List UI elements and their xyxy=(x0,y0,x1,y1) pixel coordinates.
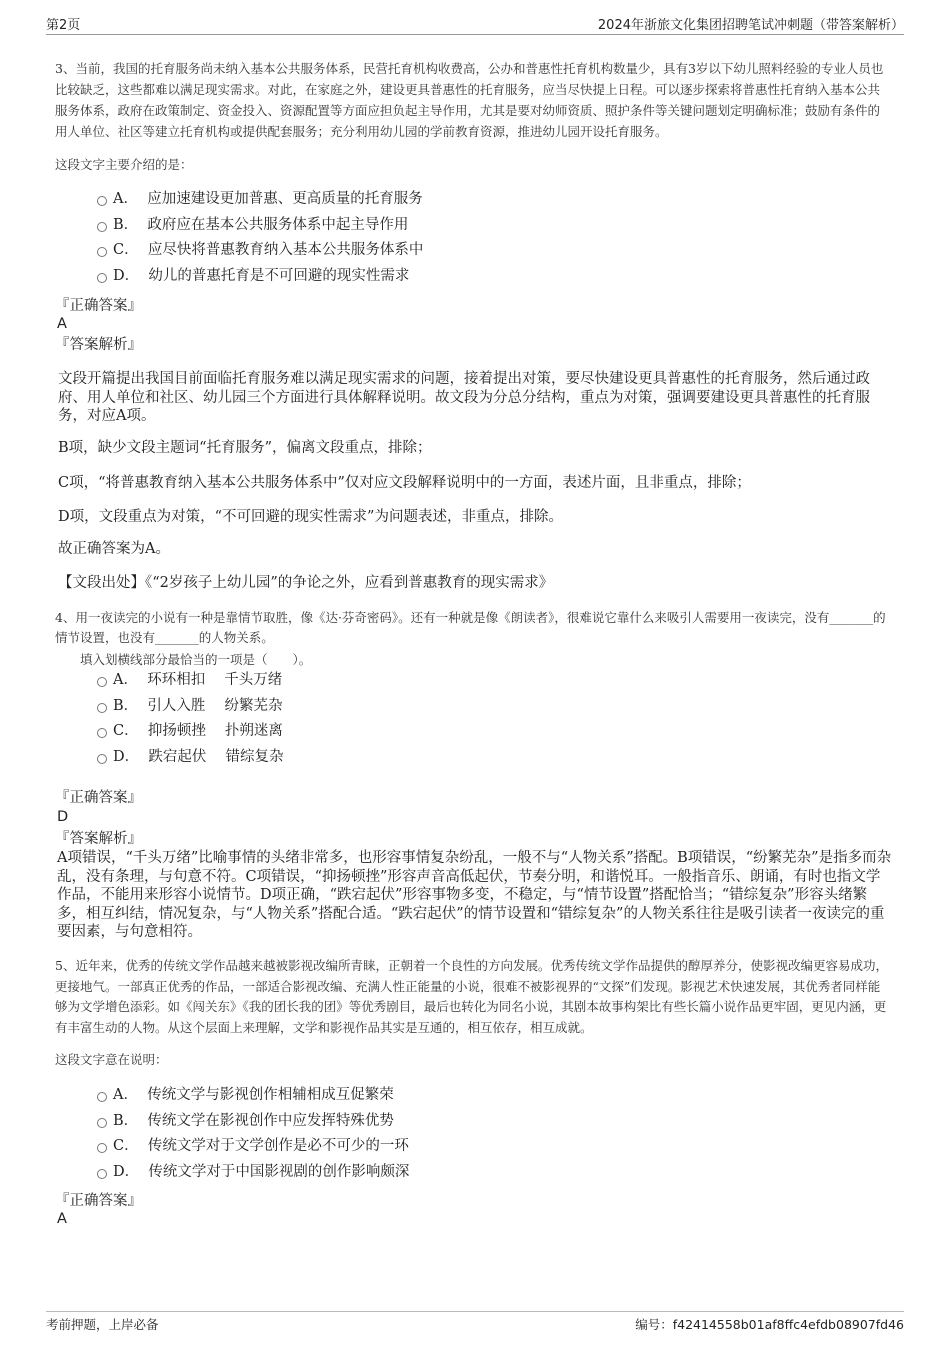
q3-option-b[interactable]: B． 政府应在基本公共服务体系中起主导作用 xyxy=(97,213,423,239)
footer-slogan: 考前押题，上岸必备 xyxy=(46,1317,159,1332)
radio-icon[interactable] xyxy=(97,1169,107,1179)
q3-option-c-analysis: C项，“将普惠教育纳入基本公共服务体系中”仅对应文段解释说明中的一方面，表述片面，且非重点，排除； xyxy=(58,475,751,491)
document-title: 2024年浙旅文化集团招聘笔试冲刺题（带答案解析） xyxy=(597,18,904,33)
q4-text: 4、用一夜读完的小说有一种是靠情节取胜，像《达·芬奇密码》。还有一种就是像《朗读者》，很难说它靠什么来吸引人需要用一夜读完，没有_______的情节设置，也没有_______的人物关系。 xyxy=(55,610,886,645)
q5-answer: A xyxy=(57,1211,67,1227)
radio-icon[interactable] xyxy=(97,196,107,206)
page-number: 第2页 xyxy=(46,18,81,33)
radio-icon[interactable] xyxy=(97,703,107,713)
q4-correct-label: 『正确答案』 xyxy=(55,790,142,806)
q4-prompt: 填入划横线部分最恰当的一项是（ ）。 xyxy=(80,652,312,667)
q5-option-b[interactable]: B． 传统文学在影视创作中应发挥特殊优势 xyxy=(97,1109,409,1135)
q3-options xyxy=(97,187,423,290)
q3-explanation: 文段开篇提出我国目前面临托育服务难以满足现实需求的问题，接着提出对策，要尽快建设更具普惠性的托育服务，然后通过政府、用人单位和社区、幼儿园三个方面进行具体解释说明。故文段为分总分结构，重点为对策，强调要建设更具普惠性的托育服务，对应A项。 xyxy=(58,371,870,424)
q3-option-c[interactable]: C． 应尽快将普惠教育纳入基本公共服务体系中 xyxy=(97,238,423,264)
q5-options xyxy=(97,1083,409,1186)
page-footer xyxy=(46,1311,904,1335)
q5-text: 5、近年来，优秀的传统文学作品越来越被影视改编所青睐，正朝着一个良性的方向发展。优秀传统文学作品提供的醇厚养分，使影视改编更容易成功，更接地气。一部真正优秀的作品，一部适合影视改编、充满人性正能量的小说，很难不被影视界的“文探”们发现。影视艺术快速发展，其优秀者同样能够为文学增色添彩。如《闯关东》《我的团长我的团》等优秀剧目，最后也转化为同名小说，其剧本故事构架比有些长篇小说作品更牢固，更见内涵，更有丰富生动的人物。从这个层面上来理解，文学和影视作品其实是互通的，相互依存，相互成就。 xyxy=(55,958,888,1035)
q3-analysis-label: 『答案解析』 xyxy=(55,337,142,353)
radio-icon[interactable] xyxy=(97,222,107,232)
q4-analysis-label: 『答案解析』 xyxy=(55,831,142,847)
document-id: 编号：f42414558b01af8ffc4efdb08907fd46 xyxy=(635,1317,904,1332)
q4-explanation: A项错误，“千头万绪”比喻事情的头绪非常多，也形容事情复杂纷乱，一般不与“人物关系”搭配。B项错误，“纷繁芜杂”是指多而杂乱，没有条理，与句意不符。C项错误，“抑扬顿挫”形容声音高低起伏，节奏分明，和谐悦耳。一般指音乐、朗诵，有时也指文学作品，不能用来形容小说情节。D项正确，“跌宕起伏”形容事物多变，不稳定，与“情节设置”搭配恰当；“错综复杂”形容头绪繁多，相互纠结，情况复杂，与“人物关系”搭配合适。“跌宕起伏”的情节设置和“错综复杂”的人物关系往往是吸引读者一夜读完的重要因素，与句意相符。 xyxy=(57,850,892,940)
q4-answer: D xyxy=(57,809,69,825)
q5-correct-label: 『正确答案』 xyxy=(55,1193,142,1209)
radio-icon[interactable] xyxy=(97,1143,107,1153)
q4-option-d[interactable]: D． 跌宕起伏 错综复杂 xyxy=(97,745,283,771)
q3-conclusion: 故正确答案为A。 xyxy=(58,541,170,557)
radio-icon[interactable] xyxy=(97,1092,107,1102)
page-header xyxy=(46,14,904,35)
q4-option-b[interactable]: B． 引人入胜 纷繁芜杂 xyxy=(97,694,283,720)
q5-option-d[interactable]: D． 传统文学对于中国影视剧的创作影响颇深 xyxy=(97,1160,409,1186)
q3-correct-label: 『正确答案』 xyxy=(55,298,142,314)
q3-option-d-analysis: D项，文段重点为对策，“不可回避的现实性需求”为问题表述，非重点，排除。 xyxy=(58,509,563,525)
radio-icon[interactable] xyxy=(97,247,107,257)
q3-prompt: 这段文字主要介绍的是： xyxy=(55,157,193,172)
q3-option-a[interactable]: A． 应加速建设更加普惠、更高质量的托育服务 xyxy=(97,187,423,213)
q3-source: 【文段出处】《“2岁孩子上幼儿园”的争论之外，应看到普惠教育的现实需求》 xyxy=(58,575,554,591)
q4-option-a[interactable]: A． 环环相扣 千头万绪 xyxy=(97,668,283,694)
radio-icon[interactable] xyxy=(97,728,107,738)
q5-prompt: 这段文字意在说明： xyxy=(55,1052,168,1067)
q3-option-d[interactable]: D． 幼儿的普惠托育是不可回避的现实性需求 xyxy=(97,264,423,290)
q5-option-a[interactable]: A． 传统文学与影视创作相辅相成互促繁荣 xyxy=(97,1083,409,1109)
radio-icon[interactable] xyxy=(97,1118,107,1128)
radio-icon[interactable] xyxy=(97,754,107,764)
q3-option-b-analysis: B项，缺少文段主题词“托育服务”，偏离文段重点，排除； xyxy=(58,440,432,456)
q5-option-c[interactable]: C． 传统文学对于文学创作是必不可少的一环 xyxy=(97,1134,409,1160)
q3-text: 3、当前，我国的托育服务尚未纳入基本公共服务体系，民营托育机构收费高，公办和普惠性托育机构数量少，具有3岁以下幼儿照料经验的专业人员也比较缺乏，这些都难以满足现实需求。对此，在家庭之外，建设更具普惠性的托育服务，应当尽快提上日程。可以逐步探索将普惠性托育纳入基本公共服务体系，政府在政策制定、资金投入、资源配置等方面应担负起主导作用，尤其是要对幼师资质、照护条件等关键问题划定明确标准；鼓励有条件的用人单位、社区等建立托育机构或提供配套服务；充分利用幼儿园的学前教育资源，推进幼儿园开设托育服务。 xyxy=(55,61,884,139)
q4-options xyxy=(97,668,283,771)
q4-option-c[interactable]: C． 抑扬顿挫 扑朔迷离 xyxy=(97,719,283,745)
radio-icon[interactable] xyxy=(97,677,107,687)
radio-icon[interactable] xyxy=(97,273,107,283)
q3-answer: A xyxy=(57,316,67,332)
